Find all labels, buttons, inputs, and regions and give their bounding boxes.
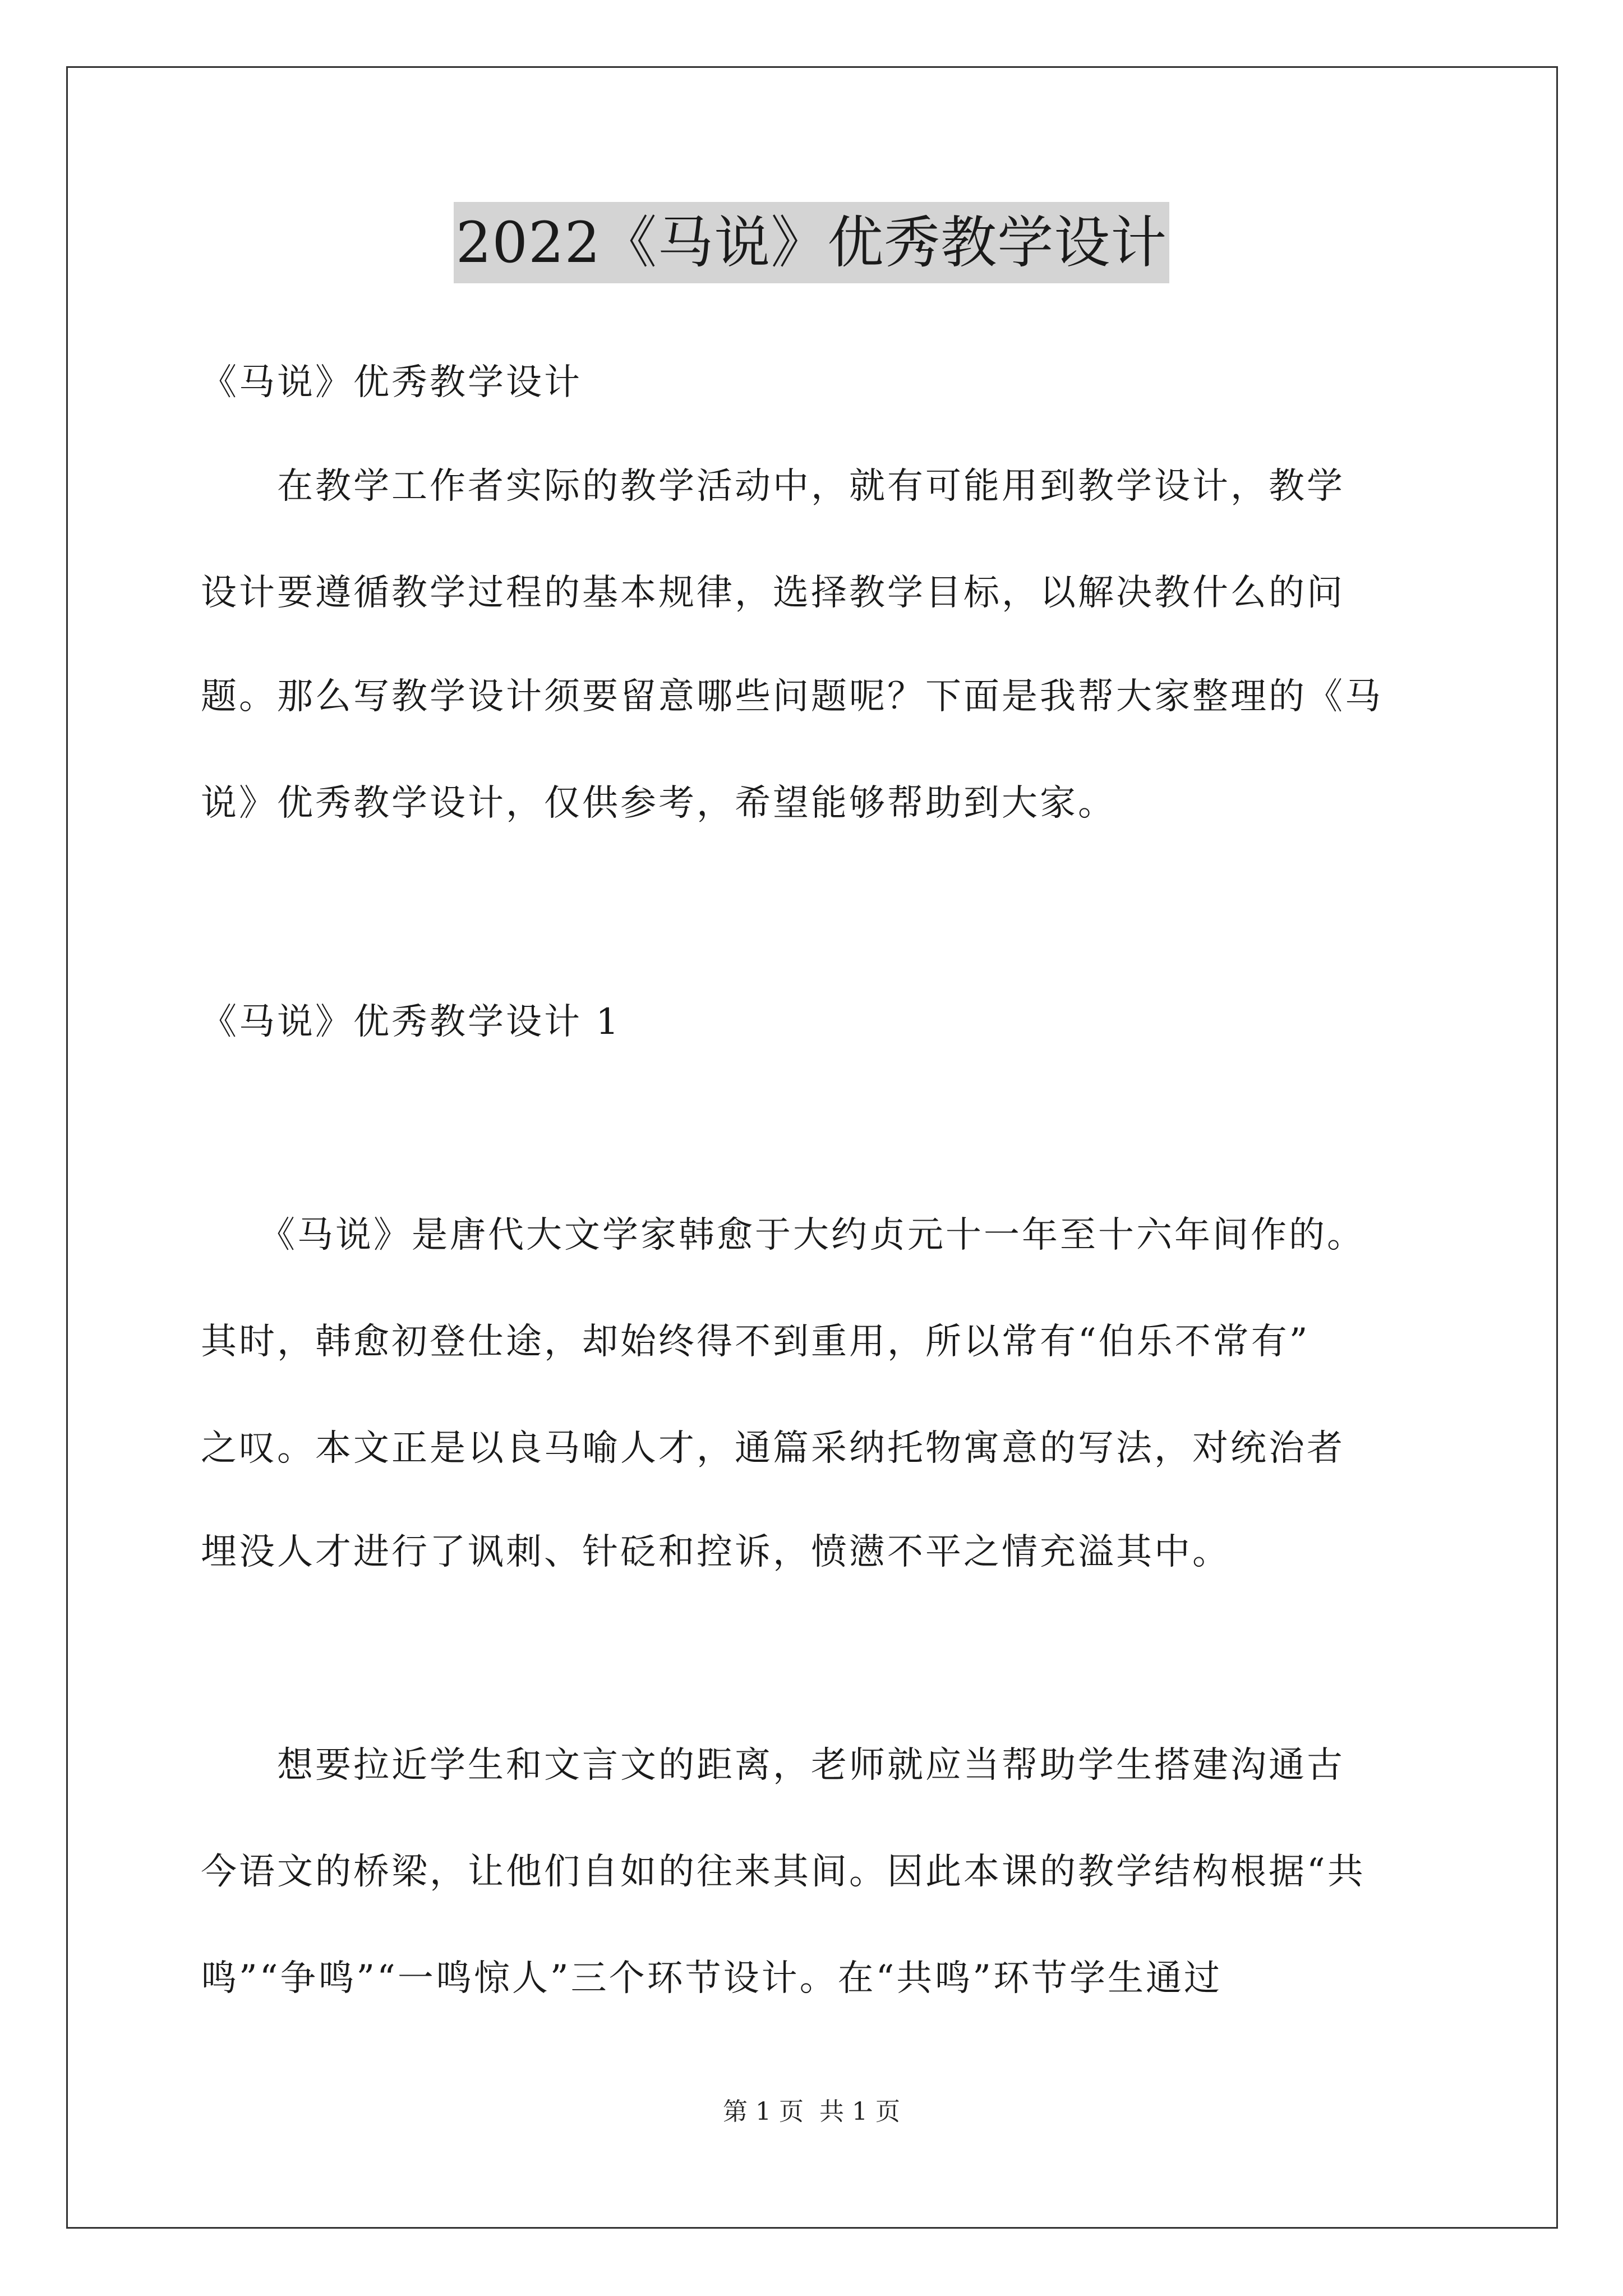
subtitle-line: 《马说》优秀教学设计: [201, 362, 582, 403]
body-line: 今语文的桥梁，让他们自如的往来其间。因此本课的教学结构根据“共: [201, 1851, 1366, 1893]
body-line: 埋没人才进行了讽刺、针砭和控诉，愤懑不平之情充溢其中。: [201, 1531, 1230, 1573]
document-title: 2022《马说》优秀教学设计: [454, 202, 1170, 283]
title-container: [0, 202, 1623, 283]
body-line: 题。那么写教学设计须要留意哪些问题呢？下面是我帮大家整理的《马: [201, 676, 1383, 717]
page-footer: [0, 2095, 1623, 2129]
page-number: 第 1 页: [723, 2097, 804, 2126]
body-line: 其时，韩愈初登仕途，却始终得不到重用，所以常有“伯乐不常有”: [201, 1321, 1310, 1363]
body-line: 在教学工作者实际的教学活动中，就有可能用到教学设计，教学: [201, 466, 1345, 507]
section-heading: 《马说》优秀教学设计 1: [201, 1001, 621, 1043]
body-line: 鸣”“争鸣”“一鸣惊人”三个环节设计。在“共鸣”环节学生通过: [201, 1958, 1223, 1999]
page-total: 共 1 页: [819, 2097, 900, 2126]
body-line: 《马说》是唐代大文学家韩愈于大约贞元十一年至十六年间作的。: [201, 1214, 1365, 1256]
body-line: 想要拉近学生和文言文的距离，老师就应当帮助学生搭建沟通古: [201, 1745, 1345, 1786]
body-line: 设计要遵循教学过程的基本规律，选择教学目标，以解决教什么的问: [201, 572, 1345, 614]
body-line: 之叹。本文正是以良马喻人才，通篇采纳托物寓意的写法，对统治者: [201, 1428, 1345, 1469]
body-line: 说》优秀教学设计，仅供参考，希望能够帮助到大家。: [201, 783, 1116, 824]
